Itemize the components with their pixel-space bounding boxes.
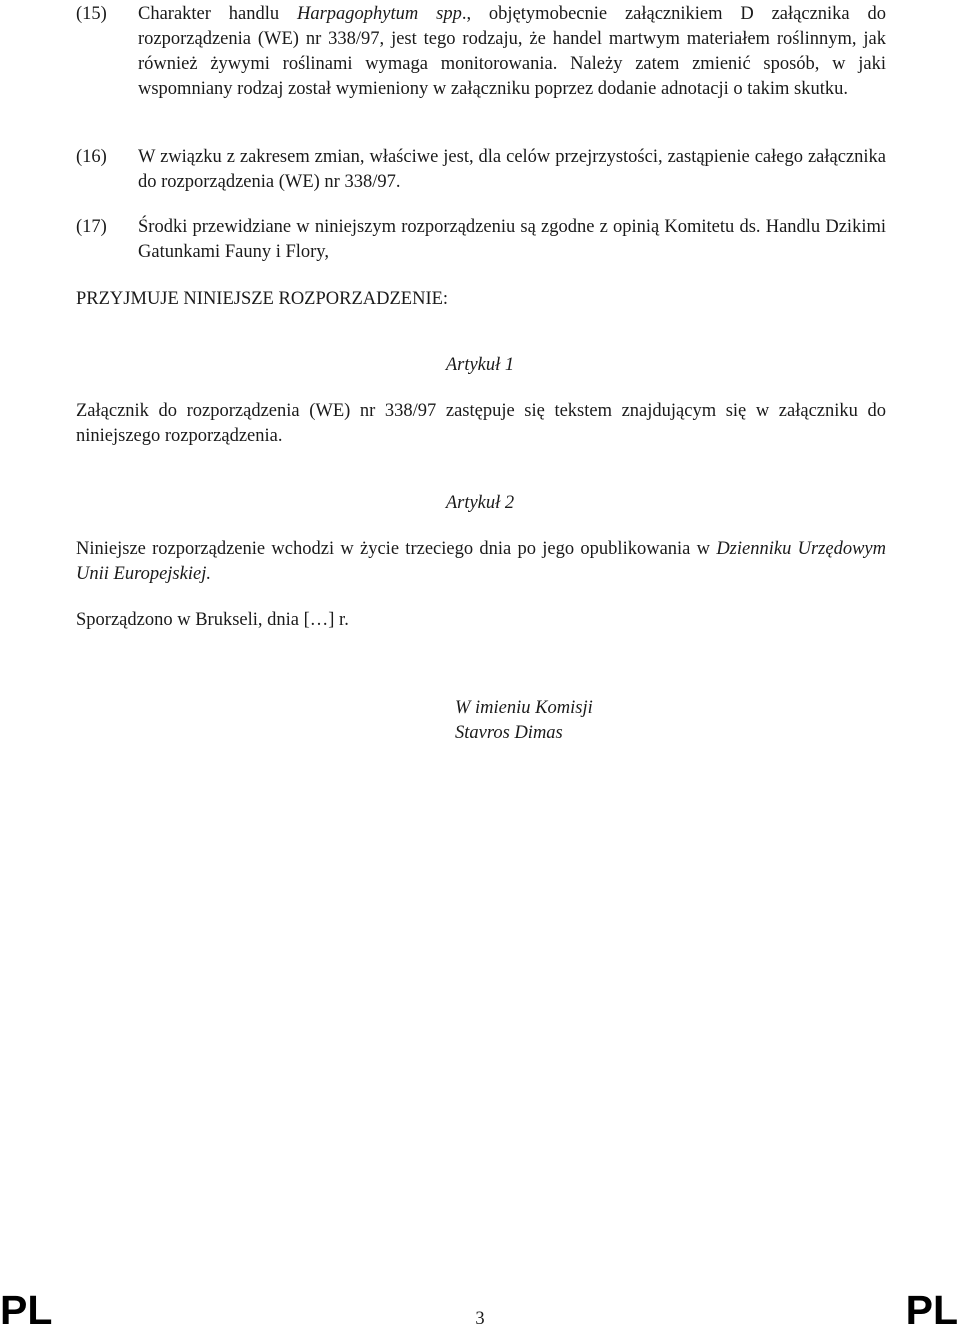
recital-text: W związku z zakresem zmian, właściwe jest, dla celów przejrzystości, zastąpienie całego załącznika do rozporządzenia (WE) nr 338/97. bbox=[138, 147, 886, 192]
article-1-text: Załącznik do rozporządzenia (WE) nr 338/97 zastępuje się tekstem znajdującym się w załączniku do niniejszego rozporządzenia. bbox=[76, 401, 886, 446]
recital-text-part: Charakter handlu bbox=[138, 4, 297, 24]
recital-text bbox=[138, 2, 886, 102]
article-2-title: Artykuł 2 bbox=[445, 493, 515, 513]
done-at: Sporządzono w Brukseli, dnia […] r. bbox=[76, 610, 349, 630]
footer-language-right: PL bbox=[905, 1287, 958, 1333]
recital-text: Środki przewidziane w niniejszym rozporządzeniu są zgodne z opinią Komitetu ds. Handlu Dzikimi Gatunkami Fauny i Flory, bbox=[138, 217, 886, 262]
recital-number: (17) bbox=[76, 217, 107, 237]
signature-line-1: W imieniu Komisji bbox=[455, 698, 593, 718]
footer-language-left: PL bbox=[0, 1287, 53, 1333]
recital-number: (16) bbox=[76, 147, 107, 167]
adopts-statement: PRZYJMUJE NINIEJSZE ROZPORZADZENIE: bbox=[76, 289, 449, 309]
recital-15 bbox=[76, 2, 886, 102]
species-name: Harpagophytum spp bbox=[297, 4, 462, 24]
official-journal-name: Dzienniku Urzędowym Unii Europejskiej. bbox=[76, 539, 886, 584]
recital-text-part: ., objętymobecnie załącznikiem D załącznika do rozporządzenia (WE) nr 338/97, jest tego rodzaju, że handel martwym materiałem roślinnym, jak również żywymi roślinami wymaga monitorowania. Należy zatem zmienić sposób, w jaki wspomniany rodzaj został wymieniony w załączniku poprzez dodanie adnotacji o takim skutku. bbox=[138, 4, 886, 99]
recital-17 bbox=[76, 215, 886, 265]
article-2-text bbox=[76, 537, 886, 587]
article-1-title: Artykuł 1 bbox=[445, 355, 515, 375]
article-2-text-plain: Niniejsze rozporządzenie wchodzi w życie trzeciego dnia po jego opublikowania w bbox=[76, 539, 717, 559]
recital-number: (15) bbox=[76, 4, 107, 24]
recital-16 bbox=[76, 145, 886, 195]
signature-name: Stavros Dimas bbox=[455, 723, 563, 743]
page-number: 3 bbox=[475, 1309, 485, 1329]
